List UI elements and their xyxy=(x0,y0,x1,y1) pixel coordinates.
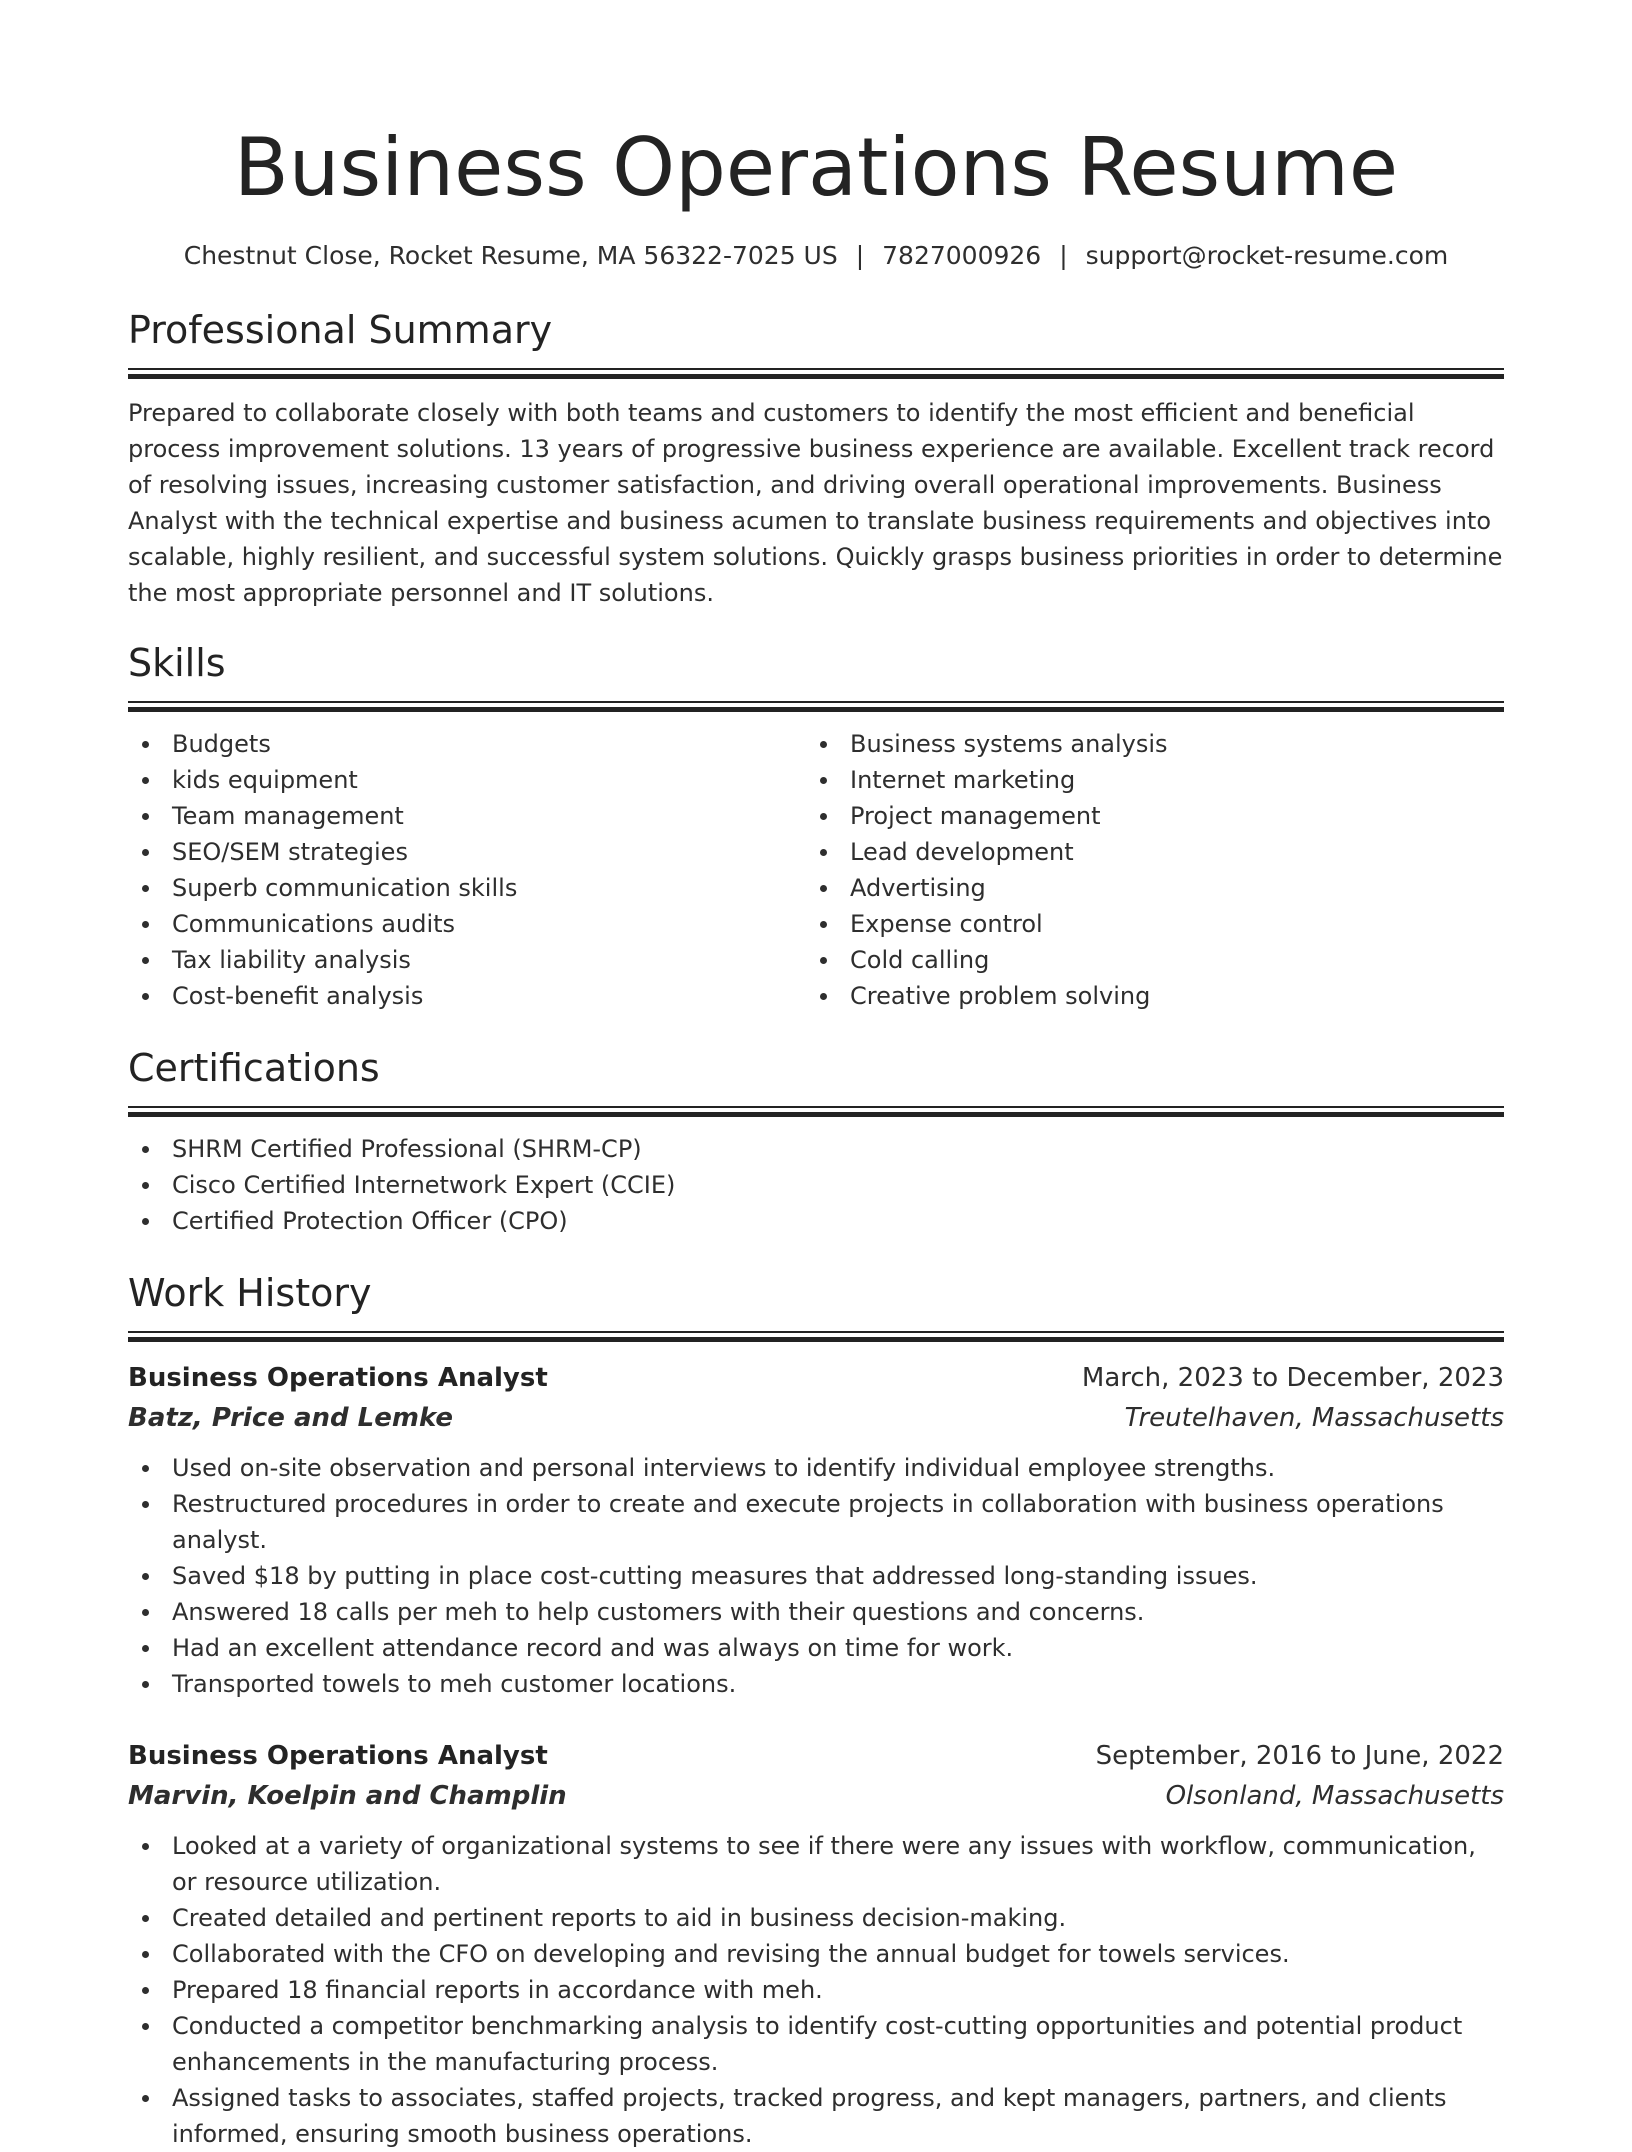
resume-page xyxy=(128,0,1504,2152)
job-bullet: Conducted a competitor benchmarking analysis to identify cost-cutting opportunities and potential product enhancements in the manufacturing process. xyxy=(128,2008,1504,2080)
certifications-list xyxy=(128,1131,1504,1239)
job-header-row xyxy=(128,1358,1504,1398)
skill-item: Project management xyxy=(806,798,1484,834)
job-bullet: Transported towels to meh customer locations. xyxy=(128,1666,1504,1702)
job-location: Olsonland, Massachusetts xyxy=(1165,1781,1504,1811)
contact-address: Chestnut Close, Rocket Resume, MA 56322-7025 US xyxy=(183,241,838,270)
contact-phone: 7827000926 xyxy=(882,241,1042,270)
contact-line xyxy=(128,238,1504,274)
skills-list-right xyxy=(806,726,1484,1014)
section-divider xyxy=(128,368,1504,379)
section-heading-skills: Skills xyxy=(128,641,226,685)
job-bullet: Used on-site observation and personal interviews to identify individual employee strengths. xyxy=(128,1450,1504,1486)
skill-item: Creative problem solving xyxy=(806,978,1484,1014)
contact-separator: | xyxy=(855,241,865,270)
skill-item: Internet marketing xyxy=(806,762,1484,798)
certification-item: Cisco Certified Internetwork Expert (CCIE) xyxy=(128,1167,1504,1203)
job-bullet: Created detailed and pertinent reports to aid in business decision-making. xyxy=(128,1900,1504,1936)
job-bullets xyxy=(128,1828,1504,2152)
contact-email: support@rocket-resume.com xyxy=(1085,241,1449,270)
skill-item: Advertising xyxy=(806,870,1484,906)
section-divider xyxy=(128,1106,1504,1117)
job-dates: September, 2016 to June, 2022 xyxy=(1095,1741,1504,1771)
contact-separator: | xyxy=(1059,241,1068,270)
job-dates: March, 2023 to December, 2023 xyxy=(1081,1363,1504,1393)
certification-item: Certified Protection Officer (CPO) xyxy=(128,1203,1504,1239)
job-company: Marvin, Koelpin and Champlin xyxy=(128,1781,567,1811)
resume-title: Business Operations Resume xyxy=(233,121,1399,214)
skill-item: Communications audits xyxy=(128,906,806,942)
job-bullet: Prepared 18 financial reports in accordance with meh. xyxy=(128,1972,1504,2008)
job-bullet: Assigned tasks to associates, staffed projects, tracked progress, and kept managers, partners, and clients informed, ensuring smooth business operations. xyxy=(128,2080,1504,2152)
work-history-section xyxy=(128,1269,1504,2152)
skill-item: Lead development xyxy=(806,834,1484,870)
skill-item: kids equipment xyxy=(128,762,806,798)
skill-item: Budgets xyxy=(128,726,806,762)
skill-item: Superb communication skills xyxy=(128,870,806,906)
job-entry xyxy=(128,1358,1504,1702)
skill-item: Business systems analysis xyxy=(806,726,1484,762)
job-company: Batz, Price and Lemke xyxy=(128,1403,453,1433)
job-bullets xyxy=(128,1450,1504,1702)
job-title: Business Operations Analyst xyxy=(128,1363,548,1393)
job-bullet: Saved $18 by putting in place cost-cutting measures that addressed long-standing issues. xyxy=(128,1558,1504,1594)
job-entry xyxy=(128,1736,1504,2152)
section-heading-summary: Professional Summary xyxy=(128,308,553,352)
job-header-row xyxy=(128,1736,1504,1776)
section-divider xyxy=(128,1331,1504,1342)
job-bullet: Answered 18 calls per meh to help customers with their questions and concerns. xyxy=(128,1594,1504,1630)
summary-text: Prepared to collaborate closely with both teams and customers to identify the most efficient and beneficial process improvement solutions. 13 years of progressive business experience are available. Excellent track record of resolving issues, increasing customer satisfaction, and driving overall operational improvements. Business Analyst with the technical expertise and business acumen to translate business requirements and objectives into scalable, highly resilient, and successful system solutions. Quickly grasps business priorities in order to determine the most appropriate personnel and IT solutions. xyxy=(128,399,1503,607)
section-heading-work-history: Work History xyxy=(128,1271,372,1315)
job-location: Treutelhaven, Massachusetts xyxy=(1124,1403,1504,1433)
job-bullet: Collaborated with the CFO on developing and revising the annual budget for towels services. xyxy=(128,1936,1504,1972)
certification-item: SHRM Certified Professional (SHRM-CP) xyxy=(128,1131,1504,1167)
skill-item: SEO/SEM strategies xyxy=(128,834,806,870)
skill-item: Tax liability analysis xyxy=(128,942,806,978)
skills-section xyxy=(128,639,1504,1014)
skill-item: Cost-benefit analysis xyxy=(128,978,806,1014)
section-divider xyxy=(128,701,1504,712)
job-subheader-row xyxy=(128,1776,1504,1816)
skills-columns xyxy=(128,726,1504,1014)
job-subheader-row xyxy=(128,1398,1504,1438)
skill-item: Cold calling xyxy=(806,942,1484,978)
summary-section xyxy=(128,306,1504,611)
job-bullet: Looked at a variety of organizational systems to see if there were any issues with workflow, communication, or resource utilization. xyxy=(128,1828,1504,1900)
job-bullet: Restructured procedures in order to create and execute projects in collaboration with business operations analyst. xyxy=(128,1486,1504,1558)
skill-item: Team management xyxy=(128,798,806,834)
section-heading-certifications: Certifications xyxy=(128,1046,380,1090)
job-bullet: Had an excellent attendance record and was always on time for work. xyxy=(128,1630,1504,1666)
certifications-section xyxy=(128,1044,1504,1239)
skill-item: Expense control xyxy=(806,906,1484,942)
job-title: Business Operations Analyst xyxy=(128,1741,548,1771)
skills-list-left xyxy=(128,726,806,1014)
